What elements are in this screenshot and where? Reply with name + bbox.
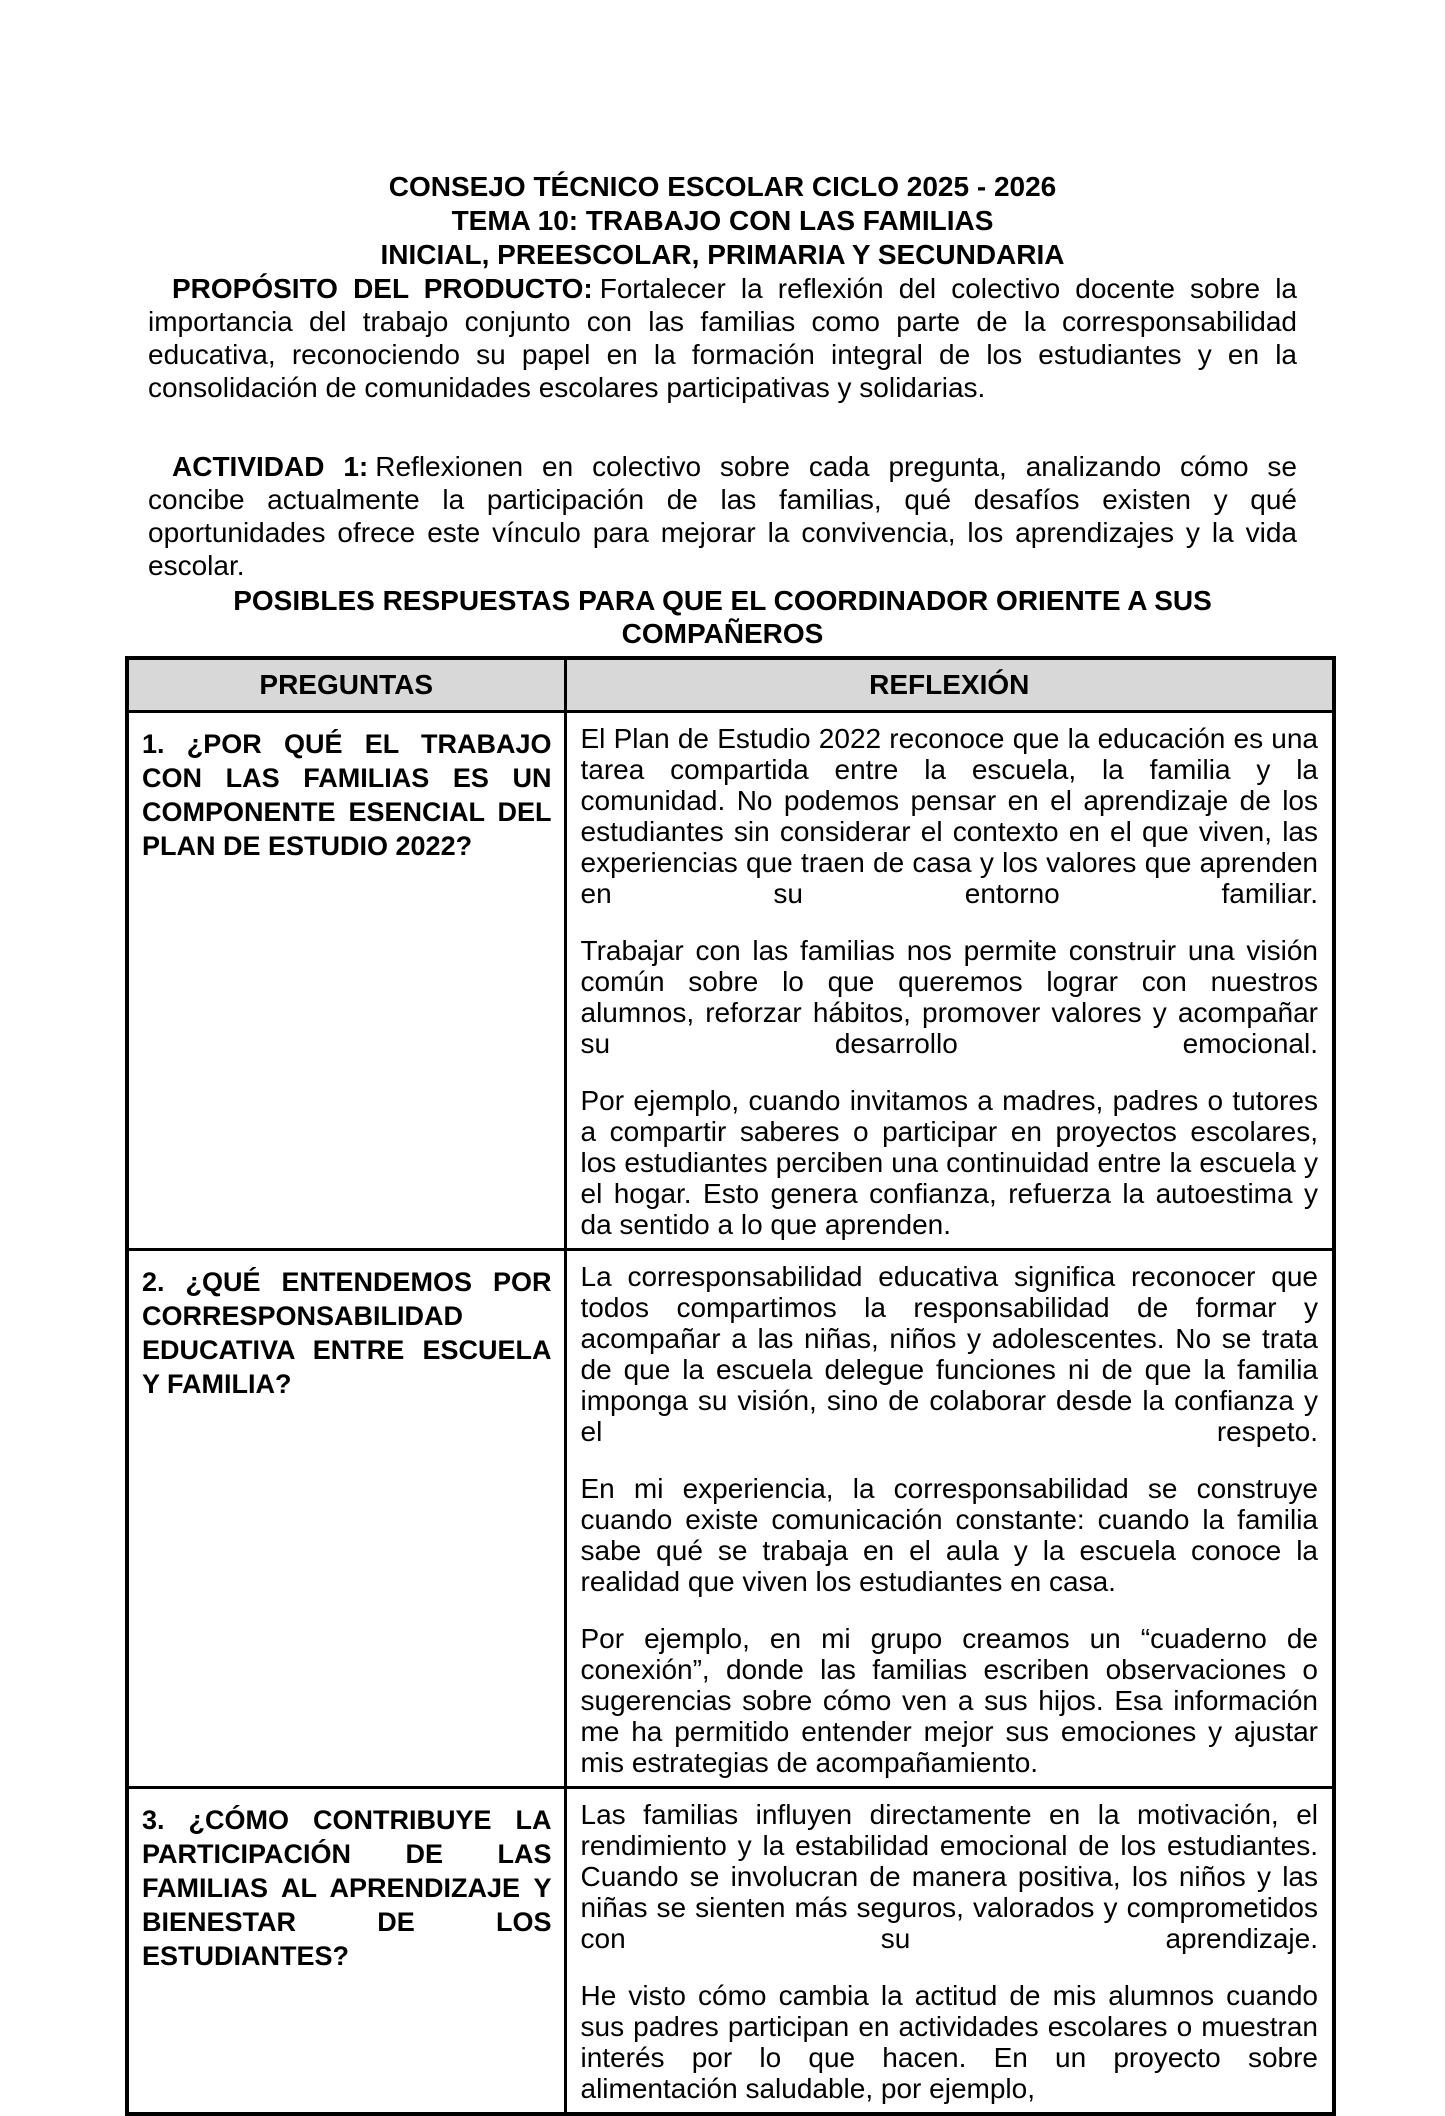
reflection-paragraph: He visto cómo cambia la actitud de mis alumnos cuando sus padres participan en actividades escolares o muestran interés por lo que hacen. En un proyecto sobre alimentación saludable, por ejemplo, bbox=[580, 1980, 1318, 2104]
table-body bbox=[127, 712, 1334, 2115]
reflection-paragraph: La corresponsabilidad educativa significa reconocer que todos compartimos la responsabilidad de formar y acompañar a las niñas, niños y adolescentes. No se trata de que la escuela delegue funciones ni de que la familia imponga su visión, sino de colaborar desde la confianza y el respeto. bbox=[580, 1261, 1318, 1447]
actividad-label: ACTIVIDAD 1: bbox=[172, 451, 369, 482]
reflection-paragraph: Trabajar con las familias nos permite construir una visión común sobre lo que queremos lograr con nuestros alumnos, reforzar hábitos, promover valores y acompañar su desarrollo emocional. bbox=[580, 935, 1318, 1059]
reflection-cell bbox=[565, 1788, 1334, 2115]
title-line-ciclo: CONSEJO TÉCNICO ESCOLAR CICLO 2025 - 2026 bbox=[388, 171, 1057, 202]
question-cell: 2. ¿QUÉ ENTENDEMOS POR CORRESPONSABILIDAD EDUCATIVA ENTRE ESCUELA Y FAMILIA? bbox=[127, 1250, 565, 1788]
table-header-row bbox=[127, 658, 1334, 712]
title-line-tema: TEMA 10: TRABAJO CON LAS FAMILIAS bbox=[451, 205, 994, 236]
proposito-text: Fortalecer la reflexión del colectivo docente sobre la importancia del trabajo conjunto con las familias como parte de la corresponsabilidad educativa, reconociendo su papel en la formación integral de los estudiantes y en la consolidación de comunidades escolares participativas y solidarias. bbox=[148, 273, 1297, 403]
question-cell: 3. ¿CÓMO CONTRIBUYE LA PARTICIPACIÓN DE LAS FAMILIAS AL APRENDIZAJE Y BIENESTAR DE LOS ESTUDIANTES? bbox=[127, 1788, 565, 2115]
column-header-reflexion: REFLEXIÓN bbox=[565, 658, 1334, 712]
column-header-preguntas: PREGUNTAS bbox=[127, 658, 565, 712]
proposito-label: PROPÓSITO DEL PRODUCTO: bbox=[172, 273, 593, 304]
reflection-paragraph: Las familias influyen directamente en la motivación, el rendimiento y la estabilidad emocional de los estudiantes. Cuando se involucran de manera positiva, los niños y las niñas se sienten más seguros, valorados y comprometidos con su aprendizaje. bbox=[580, 1799, 1318, 1954]
question-cell: 1. ¿POR QUÉ EL TRABAJO CON LAS FAMILIAS ES UN COMPONENTE ESENCIAL DEL PLAN DE ESTUDIO 2022? bbox=[127, 712, 565, 1250]
reflection-cell bbox=[565, 712, 1334, 1250]
actividad-paragraph bbox=[148, 450, 1297, 582]
reflection-paragraph: Por ejemplo, en mi grupo creamos un “cuaderno de conexión”, donde las familias escriben observaciones o sugerencias sobre cómo ven a sus hijos. Esa información me ha permitido entender mejor sus emociones y ajustar mis estrategias de acompañamiento. bbox=[580, 1623, 1318, 1778]
reflection-paragraph: En mi experiencia, la corresponsabilidad se construye cuando existe comunicación constante: cuando la familia sabe qué se trabaja en el aula y la escuela conoce la realidad que viven los estudiantes en casa. bbox=[580, 1473, 1318, 1597]
title-line-niveles: INICIAL, PREESCOLAR, PRIMARIA Y SECUNDARIA bbox=[380, 239, 1065, 270]
table-row bbox=[127, 1250, 1334, 1788]
respuestas-table bbox=[125, 656, 1336, 2116]
table-caption: POSIBLES RESPUESTAS PARA QUE EL COORDINADOR ORIENTE A SUS COMPAÑEROS bbox=[233, 585, 1212, 649]
table-row bbox=[127, 712, 1334, 1250]
table-row bbox=[127, 1788, 1334, 2115]
proposito-paragraph bbox=[148, 272, 1297, 404]
reflection-paragraph: El Plan de Estudio 2022 reconoce que la educación es una tarea compartida entre la escuela, la familia y la comunidad. No podemos pensar en el aprendizaje de los estudiantes sin considerar el contexto en el que viven, las experiencias que traen de casa y los valores que aprenden en su entorno familiar. bbox=[580, 723, 1318, 909]
actividad-text: Reflexionen en colectivo sobre cada pregunta, analizando cómo se concibe actualmente la participación de las familias, qué desafíos existen y qué oportunidades ofrece este vínculo para mejorar la convivencia, los aprendizajes y la vida escolar. bbox=[148, 451, 1297, 581]
document-header bbox=[148, 170, 1297, 272]
reflection-cell bbox=[565, 1250, 1334, 1788]
reflection-paragraph: Por ejemplo, cuando invitamos a madres, padres o tutores a compartir saberes o participar en proyectos escolares, los estudiantes perciben una continuidad entre la escuela y el hogar. Esto genera confianza, refuerza la autoestima y da sentido a lo que aprenden. bbox=[580, 1085, 1318, 1240]
table-header bbox=[127, 658, 1334, 712]
